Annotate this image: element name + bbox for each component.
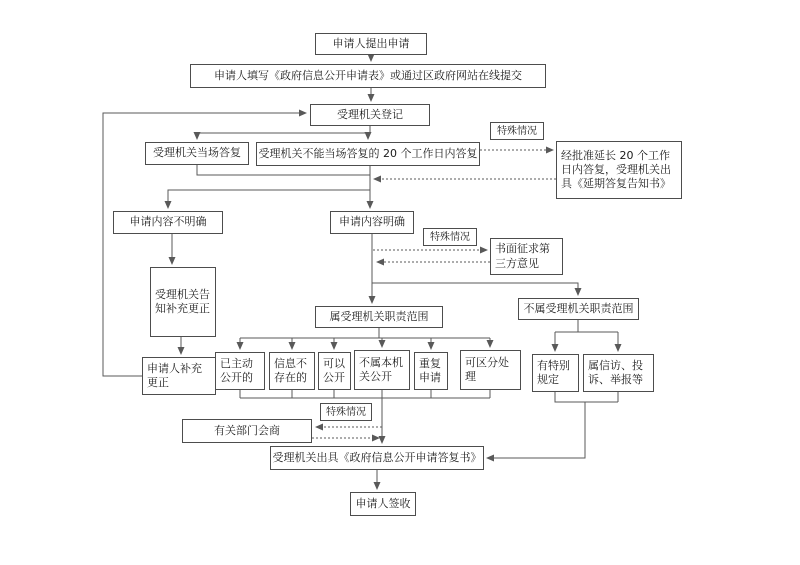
node-not-this-organ: 不属本机关公开	[354, 350, 410, 390]
node-info-nonexistent: 信息不存在的	[269, 352, 315, 390]
node-content-unclear: 申请内容不明确	[113, 211, 223, 234]
node-reply-within-20-days: 受理机关不能当场答复的 20 个工作日内答复	[256, 142, 480, 166]
label-special-case-mid: 特殊情况	[423, 228, 477, 246]
node-within-duty-scope: 属受理机关职责范围	[315, 306, 443, 328]
node-authority-register: 受理机关登记	[310, 104, 430, 126]
node-already-public: 已主动公开的	[215, 352, 265, 390]
node-separable-handling: 可区分处理	[460, 350, 521, 390]
node-special-regulation: 有特别规定	[532, 354, 579, 392]
node-applicant-supplement: 申请人补充更正	[142, 357, 216, 395]
node-petition-complaint: 属信访、投诉、举报等	[583, 354, 654, 392]
node-outside-duty-scope: 不属受理机关职责范围	[518, 298, 639, 320]
label-special-case-bottom: 特殊情况	[320, 403, 372, 421]
node-applicant-submit: 申请人提出申请	[315, 33, 427, 55]
node-onspot-reply: 受理机关当场答复	[145, 142, 249, 165]
node-extension-notice: 经批准延长 20 个工作日内答复，受理机关出具《延期答复告知书》	[556, 141, 682, 199]
label-special-case-top: 特殊情况	[490, 122, 544, 140]
node-content-clear: 申请内容明确	[330, 211, 414, 234]
node-department-consultation: 有关部门会商	[182, 419, 312, 443]
node-duplicate-application: 重复申请	[414, 352, 448, 390]
node-issue-reply-document: 受理机关出具《政府信息公开申请答复书》	[270, 446, 484, 470]
node-notify-supplement: 受理机关告知补充更正	[150, 267, 216, 337]
node-fill-application-form: 申请人填写《政府信息公开申请表》或通过区政府网站在线提交	[190, 64, 546, 88]
node-applicant-sign: 申请人签收	[350, 492, 416, 516]
node-third-party-opinion: 书面征求第三方意见	[490, 238, 563, 275]
node-can-disclose: 可以公开	[318, 352, 351, 390]
